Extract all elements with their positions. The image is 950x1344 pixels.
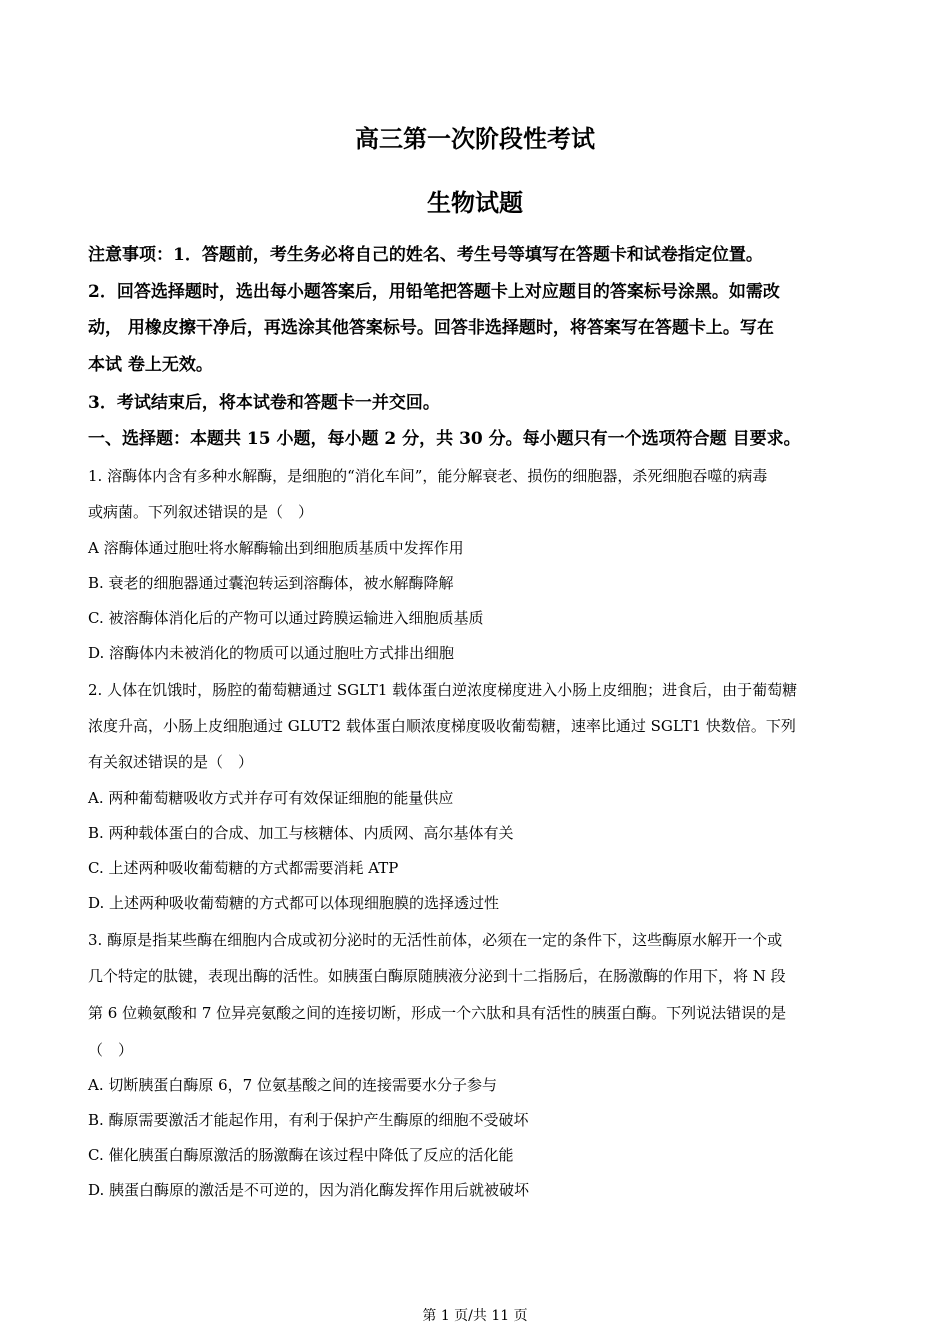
exam-title: 高三第一次阶段性考试 [355,124,595,153]
question-3-option-b: B. 酶原需要激活才能起作用，有利于保护产生酶原的细胞不受破坏 [88,1111,529,1129]
page-footer: 第 1 页/共 11 页 [422,1308,528,1324]
subject-title: 生物试题 [427,188,523,217]
question-3-stem: 第 6 位赖氨酸和 7 位异亮氨酸之间的连接切断，形成一个六肽和具有活性的胰蛋白酶。下列说法错误的是 [88,1004,787,1022]
question-3-option-c: C. 催化胰蛋白酶原激活的肠激酶在该过程中降低了反应的活化能 [88,1146,514,1164]
question-3-option-d: D. 胰蛋白酶原的激活是不可逆的，因为消化酶发挥作用后就被破坏 [88,1181,530,1199]
question-2-option-b: B. 两种载体蛋白的合成、加工与核糖体、内质网、高尔基体有关 [88,824,514,842]
question-1-stem: 或病菌。下列叙述错误的是（ ） [88,503,314,521]
question-3-stem: （ ） [88,1041,134,1059]
question-3-stem: 3. 酶原是指某些酶在细胞内合成或初分泌时的无活性前体，必须在一定的条件下，这些酶原水解开一个或 [88,931,783,949]
question-2-stem: 2. 人体在饥饿时，肠腔的葡萄糖通过 SGLT1 载体蛋白逆浓度梯度进入小肠上皮细胞；进食后，由于葡萄糖 [88,681,798,699]
question-2-stem: 有关叙述错误的是（ ） [88,753,254,771]
question-1-option-a: A 溶酶体通过胞吐将水解酶输出到细胞质基质中发挥作用 [88,539,464,557]
question-2-stem: 浓度升高，小肠上皮细胞通过 GLUT2 载体蛋白顺浓度梯度吸收葡萄糖，速率比通过 SGLT1 快数倍。下列 [88,717,796,735]
question-1-stem: 1. 溶酶体内含有多种水解酶，是细胞的“消化车间”，能分解衰老、损伤的细胞器，杀死细胞吞噬的病毒 [88,467,768,485]
notes-line: 本试 卷上无效。 [88,355,213,375]
question-3-stem: 几个特定的肽键，表现出酶的活性。如胰蛋白酶原随胰液分泌到十二指肠后，在肠激酶的作用下，将 N 段 [88,967,786,985]
notes-line: 动， 用橡皮擦干净后，再选涂其他答案标号。回答非选择题时，将答案写在答题卡上。写在 [88,318,774,338]
question-3-option-a: A. 切断胰蛋白酶原 6，7 位氨基酸之间的连接需要水分子参与 [88,1076,497,1094]
question-1-option-b: B. 衰老的细胞器通过囊泡转运到溶酶体，被水解酶降解 [88,574,454,592]
question-1-option-d: D. 溶酶体内未被消化的物质可以通过胞吐方式排出细胞 [88,644,455,662]
notes-line: 注意事项：1．答题前，考生务必将自己的姓名、考生号等填写在答题卡和试卷指定位置。 [88,245,763,265]
question-2-option-a: A. 两种葡萄糖吸收方式并存可有效保证细胞的能量供应 [88,789,454,807]
question-2-option-d: D. 上述两种吸收葡萄糖的方式都可以体现细胞膜的选择透过性 [88,894,500,912]
notes-line: 3．考试结束后，将本试卷和答题卡一并交回。 [88,393,440,413]
notes-line: 2．回答选择题时，选出每小题答案后，用铅笔把答题卡上对应题目的答案标号涂黑。如需改 [88,282,780,302]
question-2-option-c: C. 上述两种吸收葡萄糖的方式都需要消耗 ATP [88,859,399,877]
section-heading: 一、选择题：本题共 15 小题，每小题 2 分，共 30 分。每小题只有一个选项符合题 目要求。 [88,429,801,449]
question-1-option-c: C. 被溶酶体消化后的产物可以通过跨膜运输进入细胞质基质 [88,609,484,627]
